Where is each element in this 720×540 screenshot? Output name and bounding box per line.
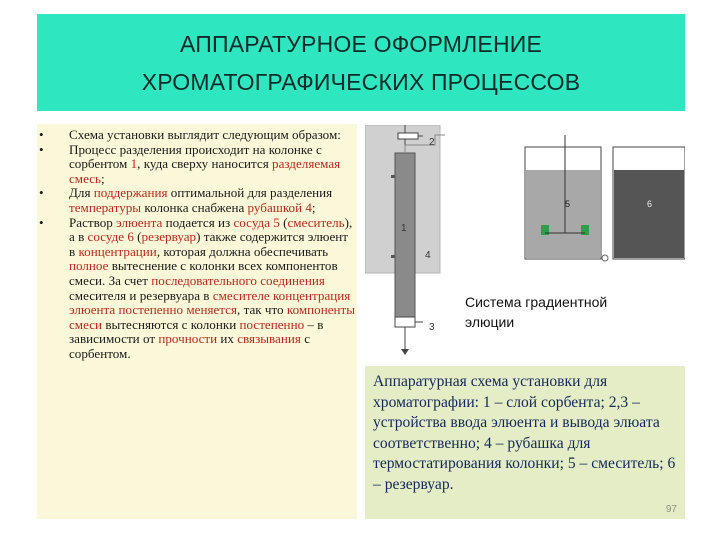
highlight-text: последовательного соединения <box>151 272 325 288</box>
column-tube <box>395 153 415 323</box>
highlight-text: смесителе концентрация элюента постепенно меняется <box>69 287 351 318</box>
bullet-text: с сорбентом. <box>69 331 311 361</box>
bullet-text: , так что <box>237 302 287 318</box>
highlight-text: разделяемая смесь <box>69 156 341 186</box>
jacket-nozzle-top <box>391 175 395 178</box>
title-line-2: ХРОМАТОГРАФИЧЕСКИХ ПРОЦЕССОВ <box>141 68 581 95</box>
highlight-text: элюента <box>116 214 163 230</box>
inlet-device <box>398 133 418 139</box>
bullet-text: вытеснение с колонки всех компонентов смеси. За счет <box>69 258 338 288</box>
description-text: Аппаратурная схема установки для хроматографии: 1 – слой сорбента; 2,3 – устройства ввода элюента и вывода элюата соответственно; 4 – рубашка для термостатирования колонки; 5 – смеситель; 6 – резервуар. <box>373 373 676 493</box>
bullet-marker: • <box>39 127 44 142</box>
bullet-item <box>37 143 357 187</box>
bullet-text: смесителя и резервуара в <box>69 287 213 303</box>
bullet-text: ( <box>279 214 288 230</box>
jacket-nozzle-bottom <box>391 255 395 258</box>
bullet-text: подается из <box>162 214 234 230</box>
bullet-text: Схема установки выглядит следующим образом: <box>69 127 341 142</box>
label-3: 3 <box>429 322 435 333</box>
bullet-text: , куда сверху наносится <box>137 156 273 172</box>
highlight-text: сосуде 6 <box>87 229 134 245</box>
apparatus-diagram <box>365 125 685 365</box>
bullet-text: ; <box>311 199 316 215</box>
highlight-text: 1 <box>130 156 138 172</box>
bullet-text: их <box>217 331 238 347</box>
bullet-text: ) также содержится элюент в <box>69 229 348 259</box>
bullet-text: вытесняются с колонки <box>102 316 240 332</box>
bullet-marker: • <box>39 214 44 230</box>
label-6: 6 <box>647 199 653 209</box>
highlight-text: постепенно <box>239 316 305 332</box>
bullet-item <box>37 216 357 362</box>
description-panel <box>365 366 685 519</box>
bullet-marker: • <box>39 185 44 201</box>
bullet-text: – в зависимости от <box>69 316 324 347</box>
highlight-text: связывания <box>237 331 301 347</box>
title-band <box>37 14 685 111</box>
bullet-text: Для <box>69 185 94 201</box>
highlight-text: смеситель <box>287 214 345 230</box>
bullet-list <box>37 128 357 362</box>
highlight-text: температуры <box>69 199 142 215</box>
page-number: 97 <box>665 504 677 515</box>
bullet-text: ; <box>101 170 105 186</box>
bullet-text: ( <box>133 229 142 245</box>
apparatus-svg <box>365 125 685 365</box>
bullet-text: колонка снабжена <box>141 199 248 215</box>
outlet-device <box>395 317 415 327</box>
highlight-text: прочности <box>158 331 218 347</box>
bullet-marker: • <box>39 141 44 157</box>
highlight-text: рубашкой 4 <box>247 199 312 215</box>
diagram-caption-line-1: Система градиентной <box>465 294 608 310</box>
bullet-text: , которая должна обеспечивать <box>156 243 329 259</box>
label-5: 5 <box>565 199 571 209</box>
highlight-text: сосуда 5 <box>233 214 280 230</box>
label-2: 2 <box>429 137 435 148</box>
title-line-1: АППАРАТУРНОЕ ОФОРМЛЕНИЕ <box>179 30 543 57</box>
bullet-text: Процесс разделения происходит на колонке с сорбентом <box>69 141 322 172</box>
outlet-arrow <box>401 349 409 355</box>
bullet-text: Раствор <box>69 214 117 230</box>
reservoir-liquid <box>614 170 684 258</box>
highlight-text: резервуар <box>141 229 197 245</box>
highlight-text: компоненты смеси <box>69 302 356 332</box>
highlight-text: полное <box>69 258 109 274</box>
bullet-item <box>37 128 357 143</box>
bullet-text: оптимальной для разделения <box>167 185 333 201</box>
bullet-item <box>37 186 357 215</box>
diagram-caption-line-2: элюции <box>465 314 515 330</box>
bullet-panel <box>37 124 357 519</box>
highlight-text: концентрации <box>78 243 157 259</box>
label-4: 4 <box>425 250 431 261</box>
bullet-text: ), а в <box>69 214 353 245</box>
label-1: 1 <box>401 223 407 234</box>
valve-icon <box>602 255 608 261</box>
mixer-liquid <box>526 170 600 258</box>
highlight-text: поддержания <box>93 185 168 201</box>
